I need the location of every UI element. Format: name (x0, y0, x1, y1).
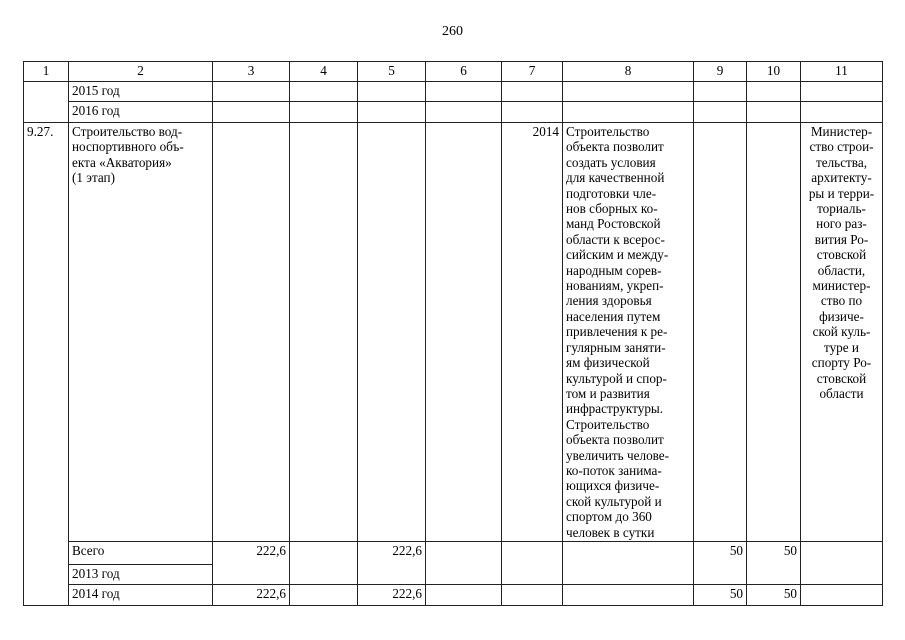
budget-table (23, 61, 883, 606)
header-cell-6: 6 (426, 62, 502, 82)
item-year: 2014 (502, 123, 563, 542)
row-2014-col5: 222,6 (358, 584, 426, 605)
row-2014-col3: 222,6 (213, 584, 290, 605)
header-cell-11: 11 (801, 62, 883, 82)
total-col9: 50 (694, 541, 747, 584)
item-responsible: Министер- ство строи- тельства, архитекту- ры и терри- ториаль- ного раз- вития Ро- стовской области, министер- ство по физиче- ской куль- туре и спорту Ро- стовской области (801, 123, 883, 542)
item-name: Строительство вод- носпортивного объ- екта «Акватория» (1 этап) (69, 123, 213, 542)
header-cell-3: 3 (213, 62, 290, 82)
row-2014-col9: 50 (694, 584, 747, 605)
header-cell-10: 10 (747, 62, 801, 82)
total-col10: 50 (747, 541, 801, 584)
table-row-main (24, 123, 883, 542)
page-number: 260 (442, 24, 463, 39)
header-cell-1: 1 (24, 62, 69, 82)
table-row (24, 102, 883, 123)
total-col5: 222,6 (358, 541, 426, 584)
header-row (24, 62, 883, 82)
header-cell-7: 7 (502, 62, 563, 82)
table-row-total (24, 541, 883, 564)
row-label: 2016 год (69, 102, 213, 123)
header-cell-8: 8 (563, 62, 694, 82)
header-cell-9: 9 (694, 62, 747, 82)
table-row (24, 584, 883, 605)
row-label: 2013 год (69, 564, 213, 584)
item-description: Строительство объекта позволит создать условия для качественной подготовки чле- нов сборных ко- манд Ростовской области к всерос- сийским и между- народным сорев- нованиям, укреп- ления здоровья населения путем привлечения к ре- гулярным заняти- ям физической культурой и спор- том и развития инфраструктуры. Строительство объекта позволит увеличить челове- ко-поток занима- ющихся физиче- ской культурой и спортом до 360 человек в сутки (563, 123, 694, 542)
total-col3: 222,6 (213, 541, 290, 584)
header-cell-5: 5 (358, 62, 426, 82)
row-label: 2014 год (69, 584, 213, 605)
header-cell-4: 4 (290, 62, 358, 82)
table-cell (24, 82, 69, 123)
total-label: Всего (69, 541, 213, 564)
item-number: 9.27. (24, 123, 69, 606)
table-row (24, 82, 883, 102)
row-label: 2015 год (69, 82, 213, 102)
header-cell-2: 2 (69, 62, 213, 82)
row-2014-col10: 50 (747, 584, 801, 605)
